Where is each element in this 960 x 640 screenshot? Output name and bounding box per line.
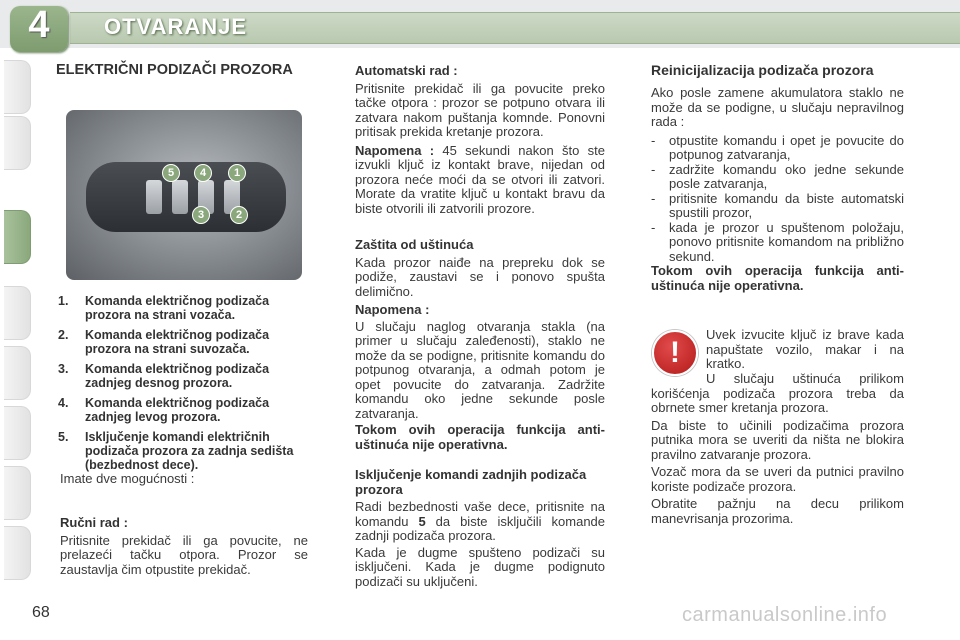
side-tab-active[interactable] xyxy=(4,210,31,264)
switch-4 xyxy=(172,180,188,214)
side-tab-7[interactable] xyxy=(4,406,31,460)
warning-section xyxy=(651,372,904,526)
list-item: 2. Komanda električnog podizača prozora na strani suvozača. xyxy=(58,328,270,356)
pinch-heading: Zaštita od uštinuća xyxy=(355,237,474,252)
list-item: 4. Komanda električnog podizača zadnjeg levog prozora. xyxy=(58,396,270,424)
list-item: - kada je prozor u spuštenom položaju, ponovo pritisnite komandom na približno sekund. xyxy=(651,219,904,264)
warning-p4: Vozač mora da se uveri da putnici pravilno koriste podizače prozora. xyxy=(651,464,904,494)
list-item: - pritisnite komandu da biste automatski spustili prozor, xyxy=(651,190,904,220)
list-item: 3. Komanda električnog podizača zadnjeg desnog prozora. xyxy=(58,362,270,390)
side-tab-6[interactable] xyxy=(4,346,31,400)
marker-3: 3 xyxy=(192,206,210,224)
reinit-intro: Ako posle zamene akumulatora staklo ne može da se podigne, u slučaju nepravilnog rada : xyxy=(651,85,904,129)
side-tab-8[interactable] xyxy=(4,466,31,520)
warning-icon: ! xyxy=(652,330,698,376)
side-tab-5[interactable] xyxy=(4,286,31,340)
rear-text: Radi bezbednosti vaše dece, pritisnite na komandu 5 da biste isključili komande zadnji podizača prozora. xyxy=(355,499,606,543)
options-text: Imate dve mogućnosti : xyxy=(60,471,195,486)
side-tab-2[interactable] xyxy=(4,116,31,170)
window-switch-photo xyxy=(66,110,302,280)
marker-4: 4 xyxy=(194,164,212,182)
side-tab-1[interactable] xyxy=(4,60,31,114)
marker-1: 1 xyxy=(228,164,246,182)
list-item: 1. Komanda električnog podizača prozora na strani vozača. xyxy=(58,294,270,322)
manual-text: Pritisnite prekidač ili ga povucite, ne prelazeći tačku otpora. Prozor se zaustavlja čim otpustite prekidač. xyxy=(60,532,308,577)
auto-text: Pritisnite prekidač ili ga povucite preko tačke otpora : prozor se potpuno otvara ili zatvara nakom puštanja komnde. Ponovni pritisak prekida kretanje prozora. xyxy=(355,80,605,139)
reinit-note: Tokom ovih operacija funkcija anti-uštinuća nije operativna. xyxy=(651,263,904,293)
manual-section xyxy=(60,516,308,577)
section-title: ELEKTRIČNI PODIZAČI PROZORA xyxy=(56,62,293,78)
list-item: 5. Isključenje komandi električnih podizača prozora za zadnja sedišta (bezbednost dece). xyxy=(58,430,294,472)
note2-text: U slučaju naglog otvaranja stakla (na primer u slučaju zaleđenosti), staklo ne može da se podigne, pritisnite komandu do potpunog otvaranja, a odmah potom je opet povucite do zatvaranja. Zadržite komandu oko jedne sekunde posle zatvaranja. xyxy=(355,318,605,421)
marker-2: 2 xyxy=(230,206,248,224)
list-item: - otpustite komandu i opet je povucite do potpunog zatvaranja, xyxy=(651,132,904,162)
warning-lead: Uvek izvucite ključ iz brave kada napuštate vozilo, makar i na kratko. xyxy=(706,327,904,371)
right-column xyxy=(651,62,904,293)
chapter-number: 4 xyxy=(28,4,50,46)
left-column xyxy=(56,62,306,78)
rear-heading: Isključenje komandi zadnjih podizača prozora xyxy=(355,467,587,497)
page-number: 68 xyxy=(32,604,50,621)
list-item: - zadržite komandu oko jedne sekunde posle zatvaranja, xyxy=(651,161,904,191)
note1: Napomena : 45 sekundi nakon što ste izvukli ključ iz kontakt brave, nijedan od prozora neće moći da se otvori ili zatvori. Morate da vratite ključ u kontakt bravu da biste otvorili ili zatvorili prozore. xyxy=(355,142,605,216)
control-list xyxy=(58,294,308,478)
auto-heading: Automatski rad : xyxy=(355,63,458,78)
reinit-heading: Reinicijalizacija podizača prozora xyxy=(651,62,874,78)
note2-label: Napomena : xyxy=(355,302,430,317)
switch-5 xyxy=(146,180,162,214)
middle-column xyxy=(355,64,605,589)
warning-p5: Obratite pažnju na decu prilikom manevrisanja prozorima. xyxy=(651,496,904,526)
rear-text-2: Kada je dugme spušteno podizači su isključeni. Kada je dugme podignuto podizači su uključeni. xyxy=(355,544,605,589)
chapter-title: OTVARANJE xyxy=(104,14,248,39)
manual-heading: Ručni rad : xyxy=(60,515,128,530)
side-tab-9[interactable] xyxy=(4,526,31,580)
warning-p2: U slučaju uštinuća prilikom korišćenja podizača prozora treba da obrnete smer kretanja prozora. xyxy=(651,371,904,415)
marker-5: 5 xyxy=(162,164,180,182)
watermark: carmanualsonline.info xyxy=(682,604,888,626)
reinit-steps xyxy=(651,134,904,265)
pinch-note: Tokom ovih operacija funkcija anti- uštinuća nije operativna. xyxy=(355,422,605,452)
pinch-text: Kada prozor naiđe na prepreku dok se podiže, zaustavi se i ponovo spušta delimično. xyxy=(355,254,605,299)
warning-p3: Da biste to učinili podizačima prozora putnika mora se uveriti da ništa ne blokira pravilno zatvaranje prozora. xyxy=(651,417,904,462)
